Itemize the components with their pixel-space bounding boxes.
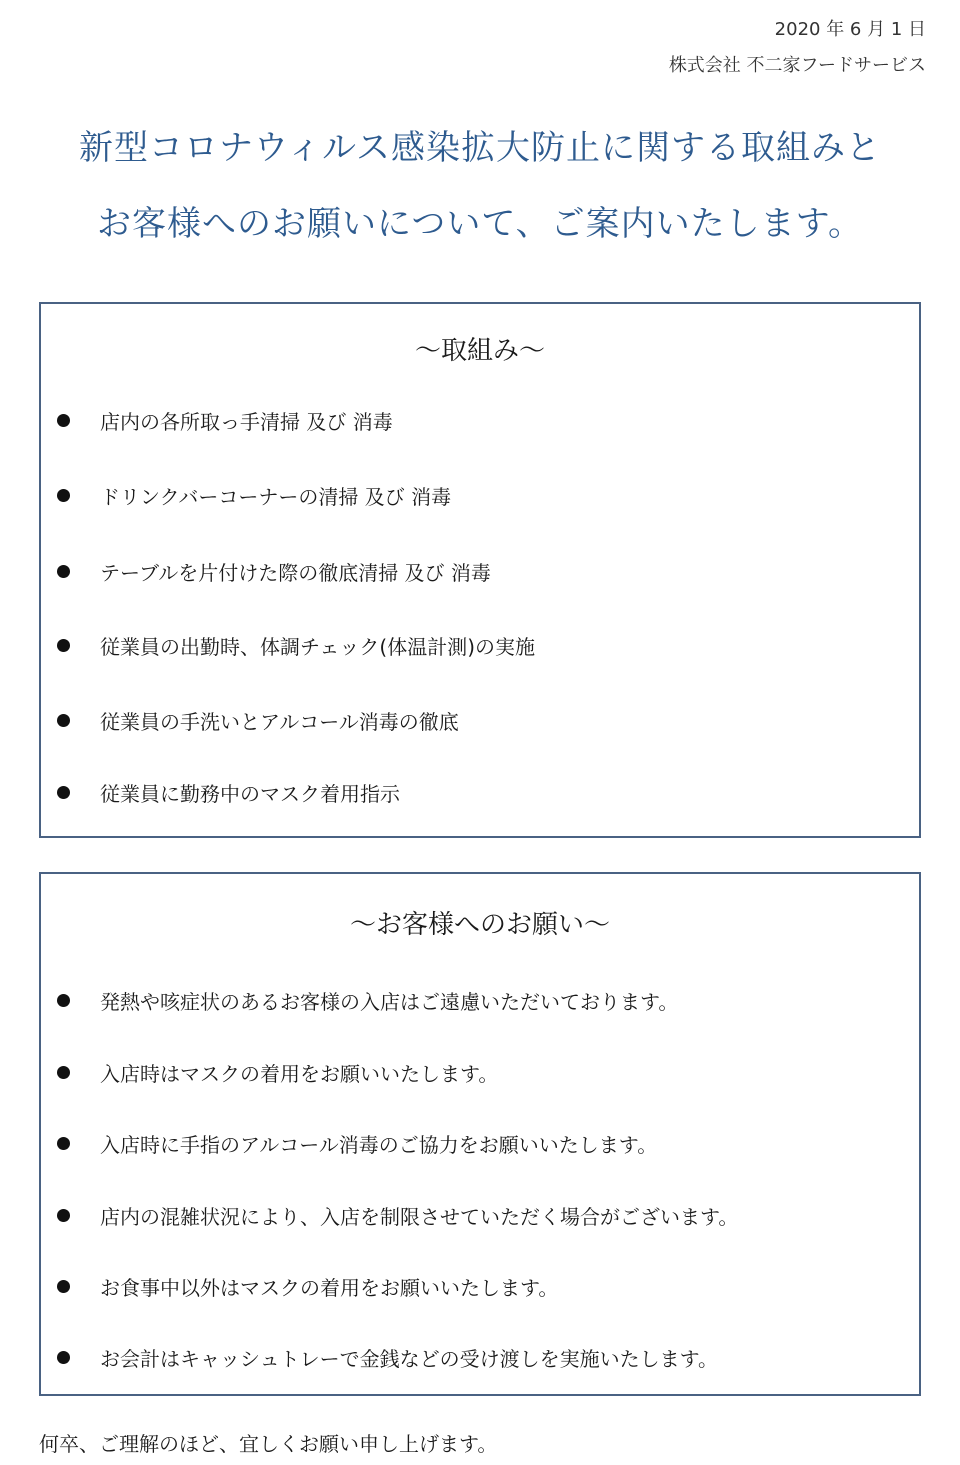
bullet-icon <box>57 1066 70 1079</box>
measures-heading: ～取組み～ <box>414 336 545 366</box>
bullet-icon <box>57 786 70 799</box>
list-item-text: テーブルを片付けた際の徹底清掃 及び 消毒 <box>100 561 491 585</box>
document-title <box>0 110 960 262</box>
list-item-text: お食事中以外はマスクの着用をお願いいたします。 <box>100 1276 559 1300</box>
bullet-icon <box>57 565 70 578</box>
list-item <box>55 406 909 435</box>
list-item <box>55 1343 909 1372</box>
document-header <box>669 12 926 84</box>
list-item-text: 入店時に手指のアルコール消毒のご協力をお願いいたします。 <box>100 1133 658 1157</box>
title-line-1: 新型コロナウィルス感染拡大防止に関する取組みと <box>79 128 881 168</box>
list-item <box>55 1272 909 1301</box>
list-item <box>55 986 909 1015</box>
measures-box <box>39 302 921 838</box>
requests-heading: ～お客様へのお願い～ <box>349 910 610 940</box>
closing-remark: 何卒、ご理解のほど、宜しくお願い申し上げます。 <box>39 1432 498 1456</box>
list-item <box>55 1201 909 1230</box>
bullet-icon <box>57 994 70 1007</box>
list-item-text: お会計はキャッシュトレーで金銭などの受け渡しを実施いたします。 <box>100 1347 718 1371</box>
bullet-icon <box>57 1351 70 1364</box>
bullet-icon <box>57 1137 70 1150</box>
list-item-text: 入店時はマスクの着用をお願いいたします。 <box>100 1062 499 1086</box>
list-item <box>55 557 909 586</box>
list-item <box>55 481 909 510</box>
list-item <box>55 1129 909 1158</box>
document-date: 2020 年 6 月 1 日 <box>774 19 926 40</box>
bullet-icon <box>57 714 70 727</box>
list-item-text: ドリンクバーコーナーの清掃 及び 消毒 <box>100 485 452 509</box>
list-item-text: 店内の各所取っ手清掃 及び 消毒 <box>100 410 393 434</box>
list-item-text: 従業員の出勤時、体調チェック(体温計測)の実施 <box>100 635 536 659</box>
list-item <box>55 631 909 660</box>
title-line-2: お客様へのお願いについて、ご案内いたします。 <box>97 204 863 244</box>
bullet-icon <box>57 1209 70 1222</box>
company-name: 株式会社 不二家フードサービス <box>668 55 926 76</box>
bullet-icon <box>57 639 70 652</box>
list-item-text: 従業員の手洗いとアルコール消毒の徹底 <box>100 710 459 734</box>
bullet-icon <box>57 1280 70 1293</box>
bullet-icon <box>57 489 70 502</box>
list-item <box>55 778 909 807</box>
list-item <box>55 706 909 735</box>
list-item-text: 従業員に勤務中のマスク着用指示 <box>100 782 400 806</box>
requests-box <box>39 872 921 1396</box>
list-item-text: 店内の混雑状況により、入店を制限させていただく場合がございます。 <box>100 1205 739 1229</box>
bullet-icon <box>57 414 70 427</box>
list-item <box>55 1058 909 1087</box>
list-item-text: 発熱や咳症状のあるお客様の入店はご遠慮いただいております。 <box>100 990 679 1014</box>
